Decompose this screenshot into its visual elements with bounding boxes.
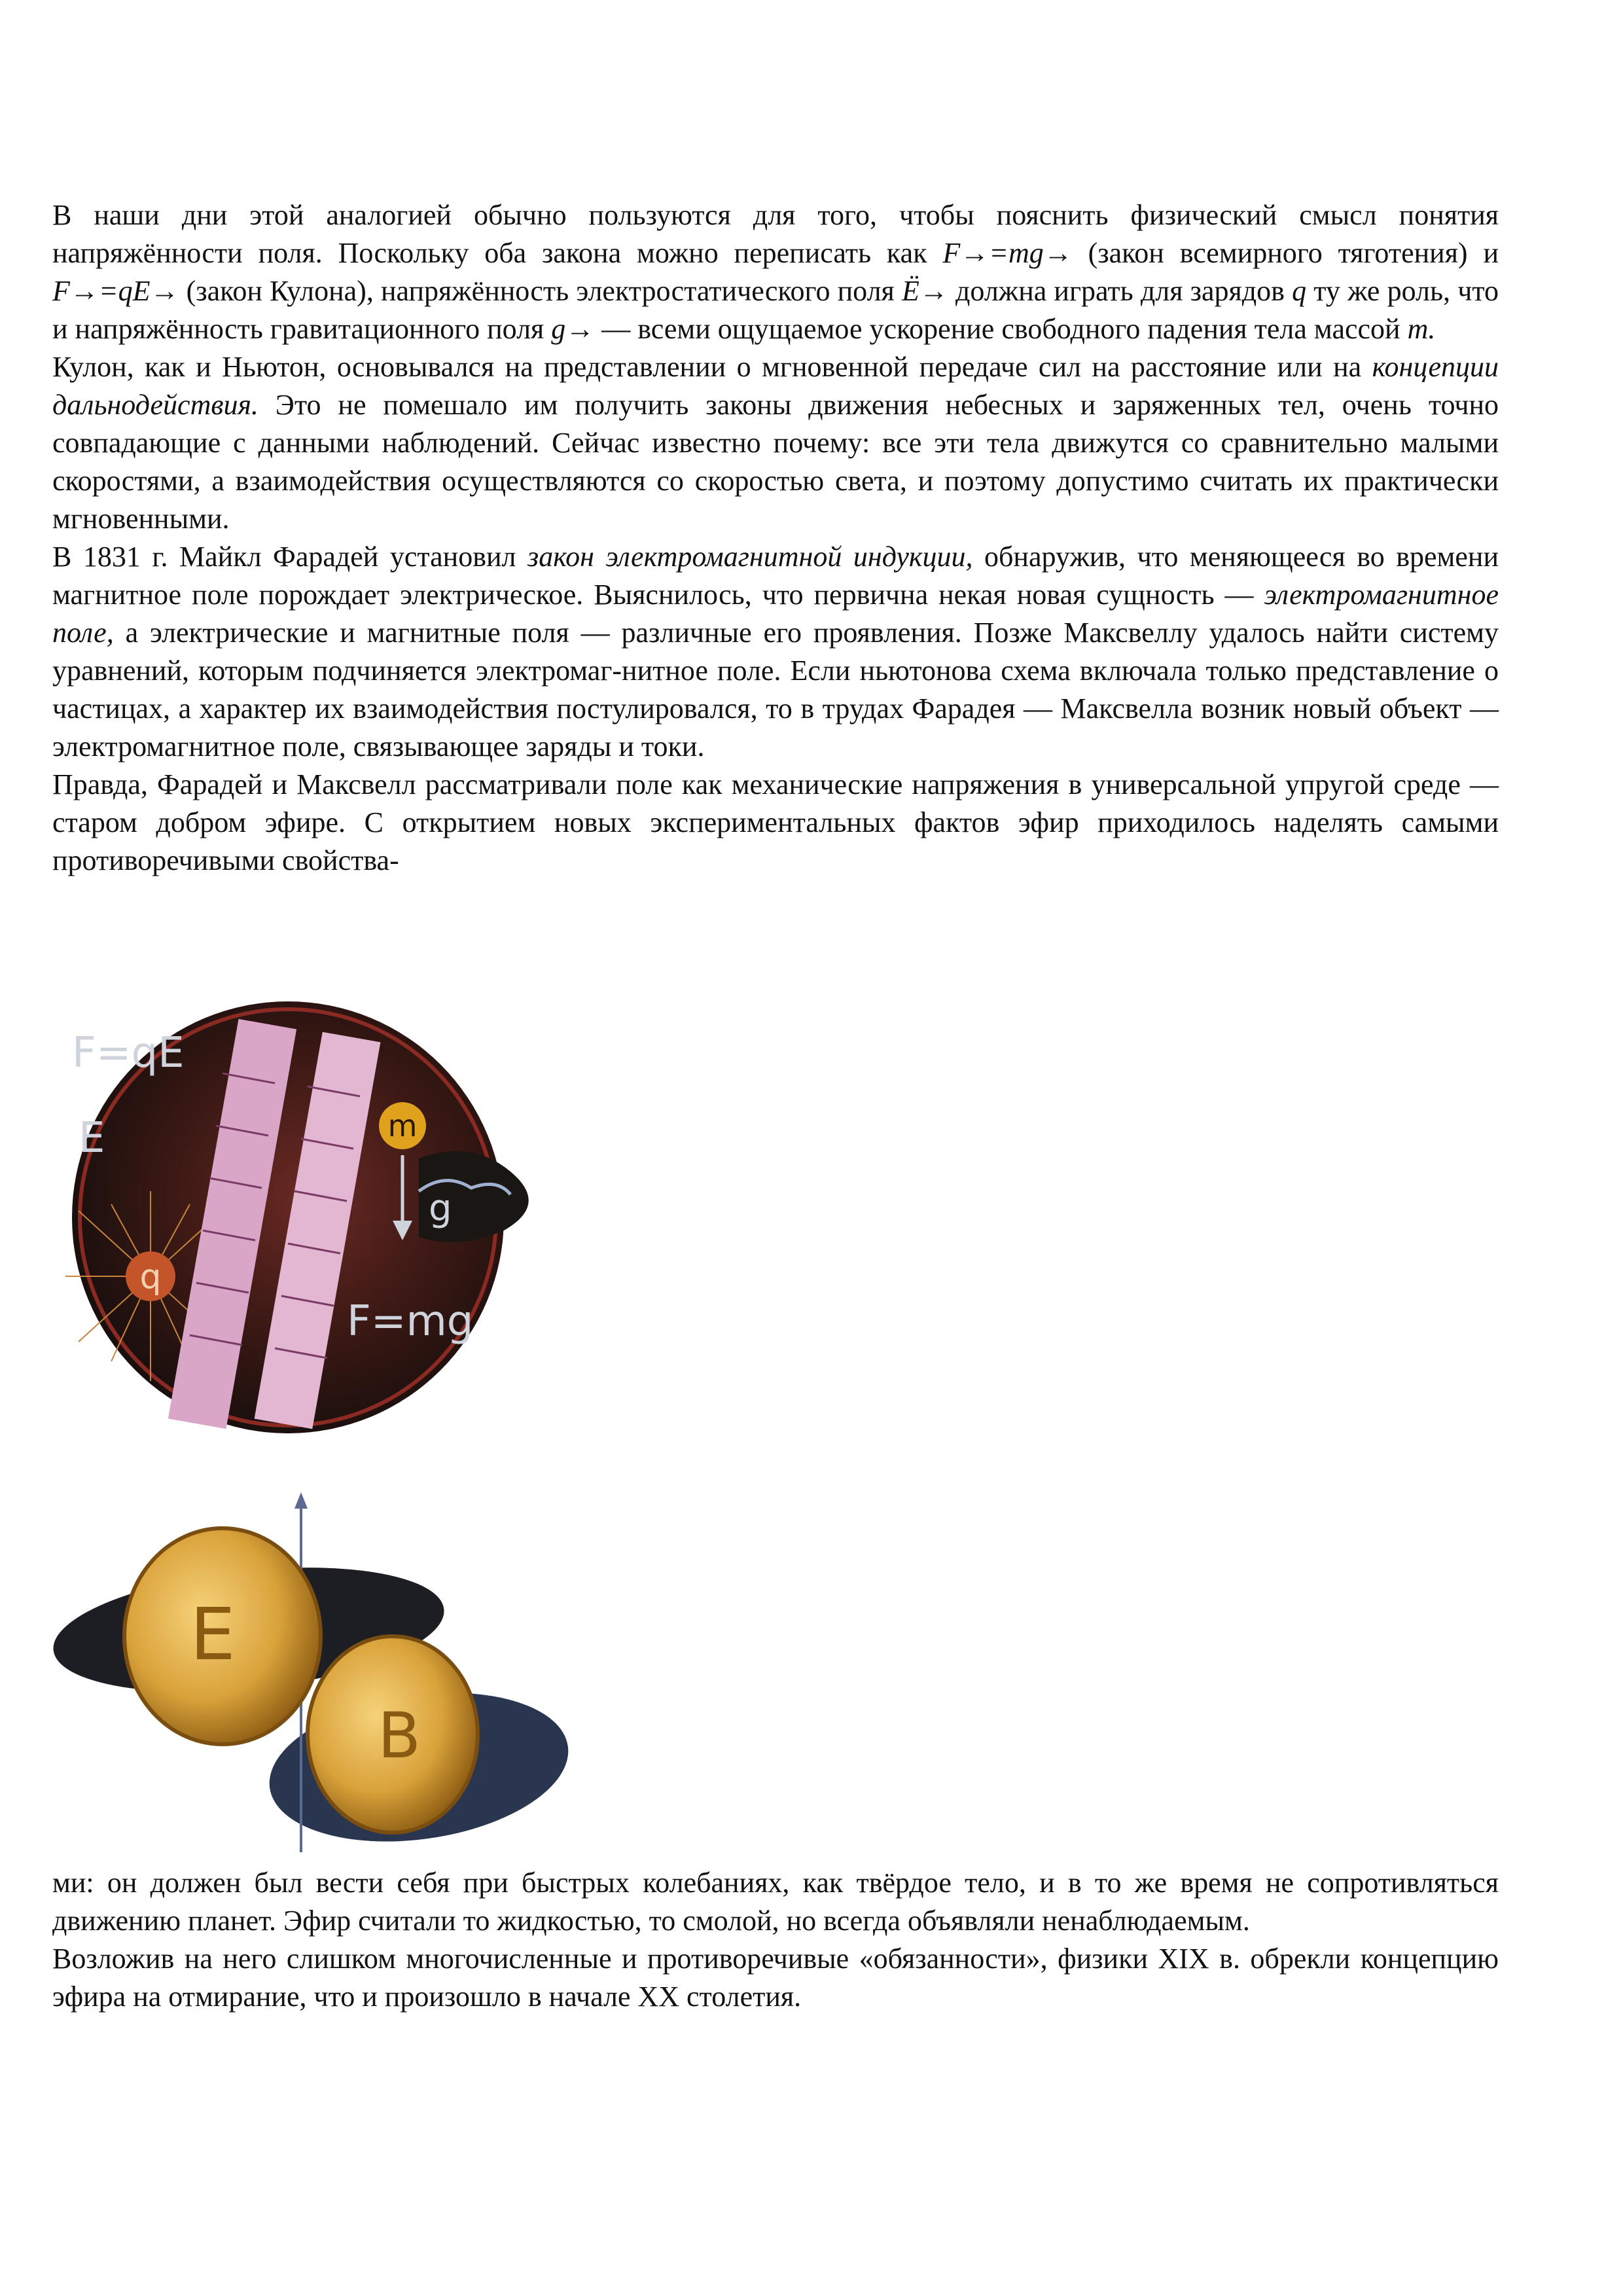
text-run: обнаружив, что меняющееся во времени магнитное поле порождает электрическое. Выяснилось, что первична некая новая сущность —: [52, 541, 1499, 611]
text-run: ту же роль, что и напряжённость гравитационного поля: [52, 275, 1499, 345]
figure2-axis-arrowhead: [294, 1492, 308, 1509]
figure1-label-m: m: [387, 1108, 418, 1143]
figure1-label-fqe: F=qE: [72, 1029, 185, 1077]
figure2-coin-electric-label: E: [190, 1592, 236, 1676]
figure1-label-q: q: [139, 1257, 162, 1297]
text-run: (закон всемирного тяготения) и: [1072, 237, 1499, 269]
italic-text-run: электромагнитное поле,: [52, 579, 1499, 649]
figure1-label-fmg: F=mg: [347, 1297, 474, 1346]
paragraph: [52, 196, 1499, 348]
text-block-bottom: [52, 1864, 1499, 2016]
paragraph: [52, 538, 1499, 766]
text-run: В 1831 г. Майкл Фарадей установил: [52, 541, 528, 573]
figure2-coin-magnetic-label: B: [378, 1699, 421, 1772]
paragraph: [52, 1864, 1499, 1940]
text-run: а электрические и магнитные поля — различные его проявления. Позже Максвеллу удалось найти систему уравнений, которым подчиняется электромаг-нитное поле. Если ньютонова схема включала только представление о частицах, а характер их взаимодействия постулировался, то в трудах Фарадея — Максвелла возник новый объект — электромагнитное поле, связывающее заряды и токи.: [52, 617, 1499, 762]
italic-text-run: q: [1292, 275, 1307, 307]
figure-electromagnetic-coins-illustration: [52, 1486, 576, 1865]
figure1-label-e: E: [79, 1114, 105, 1162]
paragraph: [52, 348, 1499, 538]
figure-gravity-coulomb-illustration: [52, 995, 576, 1440]
paragraph: [52, 766, 1499, 880]
italic-text-run: закон электромагнитной индукции,: [527, 541, 973, 573]
text-run: должна играть для зарядов: [948, 275, 1293, 307]
text-block-top: [52, 196, 1499, 880]
italic-text-run: m.: [1407, 313, 1436, 345]
italic-text-run: концепции дальнодействия.: [52, 351, 1499, 421]
figure1-label-g: g: [429, 1187, 452, 1230]
text-run: — всеми ощущаемое ускорение свободного падения тела массой: [594, 313, 1408, 345]
italic-text-run: Ё→: [901, 275, 948, 307]
text-run: Возложив на него слишком многочисленные и противоречивые «обязанности», физики XIX в. обрекли концепцию эфира на отмирание, что и произошло в начале XX столетия.: [52, 1943, 1499, 2013]
italic-text-run: g→: [551, 313, 595, 345]
italic-text-run: F→=qE→: [52, 275, 179, 307]
text-run: ми: он должен был вести себя при быстрых колебаниях, как твёрдое тело, и в то же время не сопротивляться движению планет. Эфир считали то жидкостью, то смолой, но всегда объявляли ненаблюдаемым.: [52, 1867, 1499, 1937]
text-run: Правда, Фарадей и Максвелл рассматривали поле как механические напряжения в универсальной упругой среде — старом добром эфире. С открытием новых экспериментальных фактов эфир приходилось наделять самыми противоречивыми свойства-: [52, 768, 1499, 876]
text-run: (закон Кулона), напряжённость электростатического поля: [179, 275, 902, 307]
paragraph: [52, 1940, 1499, 2016]
text-run: Кулон, как и Ньютон, основывался на представлении о мгновенной передаче сил на расстояние или на: [52, 351, 1372, 383]
italic-text-run: F→=mg→: [942, 237, 1073, 269]
text-run: Это не помешало им получить законы движения небесных и заряженных тел, очень точно совпадающие с данными наблюдений. Сейчас известно почему: все эти тела движутся со сравнительно малыми скоростями, а взаимодействия осуществляются со скоростью света, и поэтому допустимо считать их практически мгновенными.: [52, 389, 1499, 535]
text-run: В наши дни этой аналогией обычно пользуются для того, чтобы пояснить физический смысл понятия напряжённости поля. Поскольку оба закона можно переписать как: [52, 199, 1499, 269]
